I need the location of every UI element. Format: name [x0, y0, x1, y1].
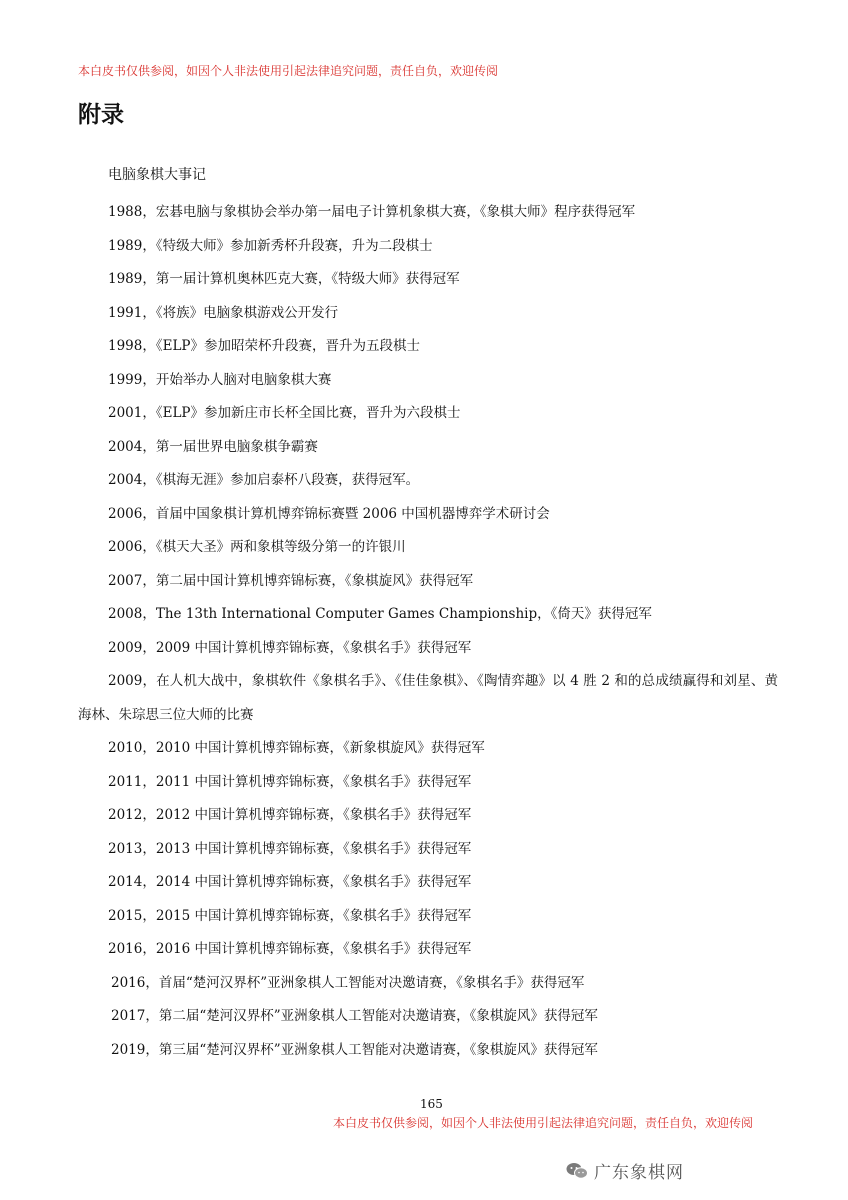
timeline-entry: 1999，开始举办人脑对电脑象棋大赛: [108, 371, 332, 388]
timeline-entry: 1998，《ELP》参加昭荣杯升段赛，晋升为五段棋士: [108, 338, 421, 354]
timeline-entry: 1991，《将族》电脑象棋游戏公开发行: [108, 304, 339, 321]
timeline-entry: 1989，第一届计算机奥林匹克大赛，《特级大师》获得冠军: [108, 271, 460, 287]
page-title: 附录: [78, 102, 124, 128]
timeline-entry: 2012，2012 中国计算机博弈锦标赛，《象棋名手》获得冠军: [108, 807, 472, 823]
timeline-entry: 1988，宏碁电脑与象棋协会举办第一届电子计算机象棋大赛，《象棋大师》程序获得冠军: [108, 204, 636, 220]
timeline-entry: 2013，2013 中国计算机博弈锦标赛，《象棋名手》获得冠军: [108, 840, 472, 857]
timeline-entry: 2004，第一届世界电脑象棋争霸赛: [108, 438, 318, 455]
timeline-entry: 2007，第二届中国计算机博弈锦标赛，《象棋旋风》获得冠军: [108, 572, 474, 589]
timeline-entry: 2019，第三届“楚河汉界杯”亚洲象棋人工智能对决邀请赛，《象棋旋风》获得冠军: [111, 1041, 598, 1058]
timeline-entry: 2001，《ELP》参加新庄市长杯全国比赛，晋升为六段棋士: [108, 405, 461, 421]
section-label: 电脑象棋大事记: [108, 167, 206, 183]
wechat-icon: [566, 1162, 588, 1180]
timeline-entry-wrapped: 2009，在人机大战中，象棋软件《象棋名手》、《佳佳象棋》、《陶情弈趣》以 4 胜 2 和的总成绩赢得和刘星、黄海林、朱琮思三位大师的比赛: [78, 673, 778, 723]
timeline-entry: 2014，2014 中国计算机博弈锦标赛，《象棋名手》获得冠军: [108, 874, 472, 890]
timeline-entry: 2004，《棋海无涯》参加启泰杯八段赛，获得冠军。: [108, 472, 420, 488]
disclaimer-bottom: 本白皮书仅供参阅，如因个人非法使用引起法律追究问题，责任自负，欢迎传阅: [333, 1116, 754, 1130]
timeline-list: [78, 196, 778, 1067]
disclaimer-top: 本白皮书仅供参阅，如因个人非法使用引起法律追究问题，责任自负，欢迎传阅: [78, 64, 499, 78]
timeline-entry: 2006，首届中国象棋计算机博弈锦标赛暨 2006 中国机器博弈学术研讨会: [108, 505, 550, 522]
timeline-entry: 2010，2010 中国计算机博弈锦标赛，《新象棋旋风》获得冠军: [108, 740, 485, 756]
timeline-entry: 2006，《棋天大圣》两和象棋等级分第一的许银川: [108, 539, 406, 555]
timeline-entry: 2017，第二届“楚河汉界杯”亚洲象棋人工智能对决邀请赛，《象棋旋风》获得冠军: [111, 1008, 598, 1024]
timeline-entry: 2015，2015 中国计算机博弈锦标赛，《象棋名手》获得冠军: [108, 907, 472, 924]
watermark-text: 广东象棋网: [594, 1163, 684, 1183]
watermark: [566, 1158, 684, 1183]
timeline-entry: 2009，2009 中国计算机博弈锦标赛，《象棋名手》获得冠军: [108, 639, 472, 656]
timeline-entry: 2016，首届“楚河汉界杯”亚洲象棋人工智能对决邀请赛，《象棋名手》获得冠军: [111, 974, 585, 991]
timeline-entry: 2016，2016 中国计算机博弈锦标赛，《象棋名手》获得冠军: [108, 941, 472, 957]
timeline-entry: 1989，《特级大师》参加新秀杯升段赛，升为二段棋士: [108, 237, 433, 254]
page-number: 165: [420, 1097, 443, 1111]
timeline-entry: 2008，The 13th International Computer Games Championship，《倚天》获得冠军: [108, 606, 652, 622]
timeline-entry: 2011，2011 中国计算机博弈锦标赛，《象棋名手》获得冠军: [108, 773, 472, 790]
